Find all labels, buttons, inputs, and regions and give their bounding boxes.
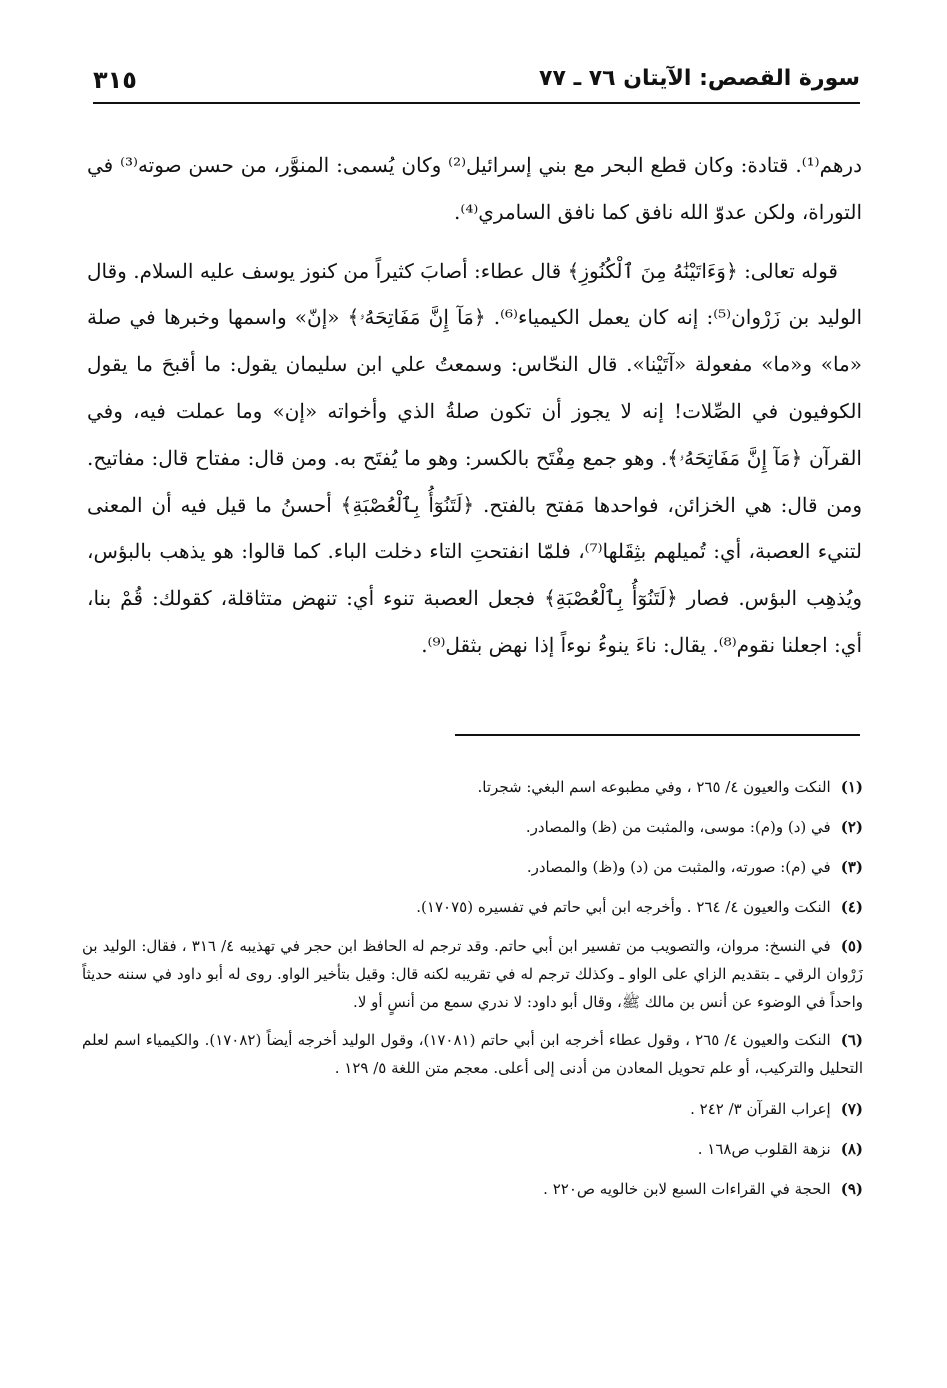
footnote-item: [82, 932, 863, 1016]
footnote-text: في (د) و(م): موسى، والمثبت من (ظ) والمصادر.: [525, 818, 831, 836]
footnote-text: في النسخ: مروان، والتصويب من تفسير ابن أبي حاتم. وقد ترجم له الحافظ ابن حجر في تهذيبه ٤/ ٣١٦ ، فقال: الوليد بن زَرْوان الرقي ـ بتقديم الزاي على الواو ـ وكذلك ترجم له في تقريبه لكنه قال: وقيل بتأخير الواو. روى له أبو داود في سننه حديثاً واحداً في الوضوء عن أنس بن مالك ﷺ، وقال أبو داود: لا ندري سمع من أنسٍ أو لا.: [82, 937, 863, 1011]
footnote-item: [82, 850, 863, 884]
footnote-text: في (م): صورته، والمثبت من (د) و(ظ) والمصادر.: [526, 858, 831, 876]
surah-header-title: سورة القصص: الآيتان ٧٦ ـ ٧٧: [539, 66, 860, 91]
footnote-item: [82, 1172, 863, 1206]
footnote-item: [82, 890, 863, 924]
footnote-number: (٣): [840, 858, 863, 876]
footnote-text: إعراب القرآن ٣/ ٢٤٢ .: [690, 1100, 831, 1118]
footnote-text: النكت والعيون ٤/ ٢٦٥ ، وفي مطبوعه اسم البغي: شجرتا.: [477, 778, 831, 796]
footnote-number: (٥): [840, 937, 864, 955]
footnote-number: (١): [840, 778, 863, 796]
footnote-item: [82, 770, 863, 804]
footnote-number: (٨): [840, 1140, 863, 1158]
footnote-separator: [455, 734, 860, 736]
footnote-item: [82, 1092, 863, 1126]
footnote-item: [82, 1132, 863, 1166]
footnote-item: [82, 1026, 863, 1082]
footnote-text: النكت والعيون ٤/ ٢٦٤ . وأخرجه ابن أبي حاتم في تفسيره (١٧٠٧٥).: [416, 898, 831, 916]
footnote-number: (٩): [840, 1180, 863, 1198]
footnotes-section: [82, 770, 863, 1212]
footnote-item: [82, 810, 863, 844]
main-text: [87, 142, 862, 669]
footnote-number: (٤): [840, 898, 863, 916]
footnote-number: (٧): [840, 1100, 863, 1118]
footnote-text: الحجة في القراءات السبع لابن خالويه ص٢٢٠ .: [543, 1180, 831, 1198]
footnote-number: (٦): [840, 1031, 863, 1049]
main-paragraph-1: درهم⁽¹⁾. قتادة: وكان قطع البحر مع بني إسرائيل⁽²⁾ وكان يُسمى: المنوَّر، من حسن صوته⁽³⁾ في التوراة، ولكن عدوّ الله نافق كما نافق السامري⁽⁴⁾.: [87, 153, 862, 224]
page-number: ٣١٥: [93, 66, 137, 94]
main-paragraph-2: قوله تعالى: ﴿وَءَاتَيْنَٰهُ مِنَ ٱلْكُنُوزِ﴾ قال عطاء: أصابَ كثيراً من كنوز يوسف عليه السلام. وقال الوليد بن زَرْوان⁽⁵⁾: إنه كان يعمل الكيمياء⁽⁶⁾. ﴿مَآ إِنَّ مَفَاتِحَهُۥ﴾ «إنّ» واسمها وخبرها في صلة «ما» و«ما» مفعولة «آتَيْنا». قال النحّاس: وسمعتُ علي ابن سليمان يقول: ما أقبحَ ما يقول الكوفيون في الصِّلات! إنه لا يجوز أن تكون صلةُ الذي وأخواته «إن» وما عملت فيه، وفي القرآن ﴿مَآ إِنَّ مَفَاتِحَهُۥ﴾. وهو جمع مِفْتَح بالكسر: وهو ما يُفتَح به. ومن قال: مفتاح قال: مفاتيح. ومن قال: هي الخزائن، فواحدها مَفتح بالفتح. ﴿لَتَنُوٓأُ بِٱلْعُصْبَةِ﴾ أحسنُ ما قيل فيه أن المعنى لتنيء العصبة، أي: تُميلهم بثِقَلها⁽⁷⁾، فلمّا انفتحتِ التاء دخلت الباء. كما قالوا: هو يذهب بالبؤس، ويُذهِب البؤس. فصار ﴿لَتَنُوٓأُ بِٱلْعُصْبَةِ﴾ فجعل العصبة تنوء أي: تنهض متثاقلة، كقولك: قُمْ بنا، أي: اجعلنا نقوم⁽⁸⁾. يقال: ناءَ ينوءُ نوءاً إذا نهض بثقل⁽⁹⁾.: [87, 258, 863, 657]
page-header: [93, 62, 860, 104]
footnote-text: نزهة القلوب ص١٦٨ .: [697, 1140, 831, 1158]
footnote-number: (٢): [840, 818, 863, 836]
footnote-text: النكت والعيون ٤/ ٢٦٥ ، وقول عطاء أخرجه ابن أبي حاتم (١٧٠٨١)، وقول الوليد أخرجه أيضاً (١٧٠٨٢). والكيمياء اسم لعلم التحليل والتركيب، أو علم تحويل المعادن من أدنى إلى أعلى. معجم متن اللغة ٥/ ١٢٩ .: [82, 1031, 863, 1077]
